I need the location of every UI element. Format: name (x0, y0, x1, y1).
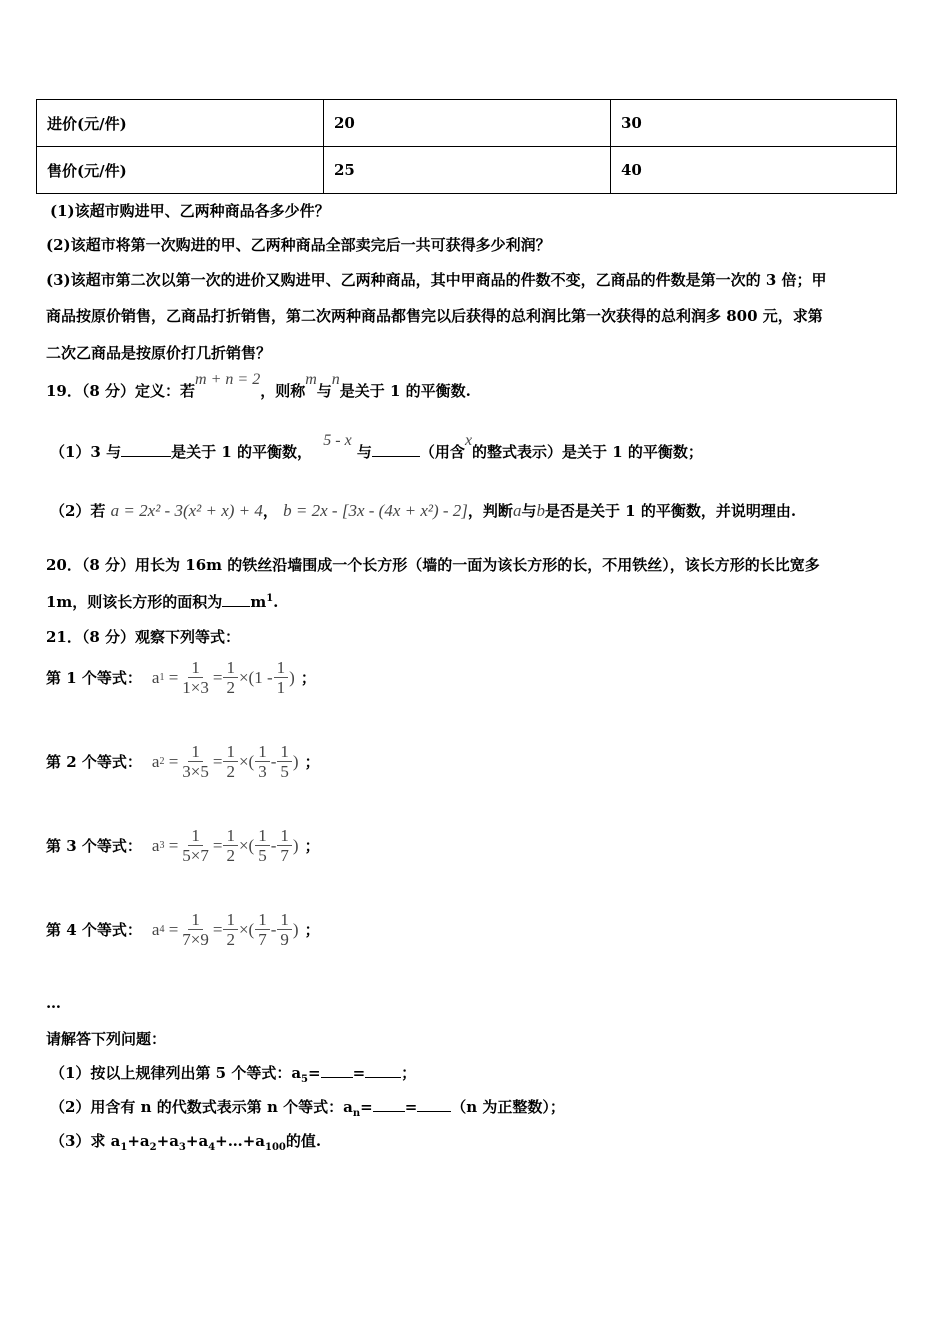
table-row (37, 100, 897, 147)
q18-part2: (2)该超市将第一次购进的甲、乙两种商品全部卖完后一共可获得多少利润？ (46, 236, 551, 254)
q21-part2: （2）用含有 n 的代数式表示第 n 个等式：$a_n= = (n$ 为正整数）； (50, 1098, 565, 1119)
table-cell: 40 (611, 147, 897, 194)
equation-math: a 1 = $\frac{1}{1\times 3}$ = $\frac{1}{2}$ ×( 1 - $\frac{1}{1}$ ) (151, 658, 295, 697)
q21-equation-2 (46, 742, 320, 781)
q19-part2-a: （2）若 (50, 502, 106, 520)
q20-line2-c: . (273, 593, 279, 611)
q21-part3-end: 的值. (285, 1132, 322, 1150)
table-cell-label: 售价(元/件) (37, 147, 324, 194)
table-cell-label: 进价(元/件) (37, 100, 324, 147)
q19-suffix: 是关于 1 的平衡数. (339, 382, 471, 400)
q19-part1-b: 是关于 1 的平衡数， (171, 443, 312, 461)
answer-blank[interactable] (372, 442, 420, 457)
fraction: $\frac{1}{2}$ (223, 742, 238, 781)
fraction: $\frac{1}{2}$ (223, 826, 238, 865)
q21-part1-end: ； (401, 1064, 417, 1082)
fraction: $\frac{1}{5}$ (277, 742, 292, 781)
q20-line1: 20．（8 分）用长为 16m 的铁丝沿墙围成一个长方形（墙的一面为该长方形的长，不用铁丝），该长方形的长比宽多 (46, 556, 820, 574)
q21-part3-pre: （3）求 a (50, 1132, 121, 1150)
q19-part2-with: 与 (521, 502, 537, 520)
q21-part1-text: （1）按以上规律列出第 5 个等式：a (50, 1064, 302, 1082)
fraction: $\frac{1}{1\times 3}$ (182, 658, 209, 697)
q19-part1-d: （用含 (419, 443, 465, 461)
q19-mid: ，则称 (260, 382, 306, 400)
answer-prompt: 请解答下列问题： (46, 1030, 167, 1048)
fraction: $\frac{1}{7}$ (277, 826, 292, 865)
answer-blank[interactable] (365, 1063, 401, 1078)
q19-part2-var-a: a (512, 501, 522, 520)
q21-part1: （1）按以上规律列出第 5 个等式：$a_5=$ = ； (50, 1064, 417, 1085)
q19-part2 (50, 500, 796, 521)
equation-label: 第 1 个等式： (46, 669, 142, 687)
equation-label: 第 4 个等式： (46, 921, 142, 939)
equation-a: a (151, 751, 160, 771)
answer-blank[interactable] (321, 1063, 353, 1078)
table-cell: 20 (324, 100, 611, 147)
q21-equation-3 (46, 826, 320, 865)
q19-part2-var-b: b (536, 501, 545, 520)
q18-part3-line1: (3)该超市第二次以第一次的进价又购进甲、乙两种商品，其中甲商品的件数不变，乙商品的件数是第一次的 3 倍；甲 (46, 271, 827, 289)
equation-a: a (151, 919, 160, 939)
equation-math: a 3 = $\frac{1}{5\times 7}$ = $\frac{1}{2}$ ×( $\frac{1}{5}$ - $\frac{1}{7}$ ) (151, 826, 299, 865)
q18-part3-line2: 商品按原价销售，乙商品打折销售，第二次两种商品都售完以后获得的总利润比第一次获得的总利润多 800 元，求第 (46, 307, 823, 325)
price-table (36, 99, 897, 194)
fraction: $\frac{1}{5\times 7}$ (182, 826, 209, 865)
q19-part1-x: x (464, 432, 473, 449)
fraction: $\frac{1}{3}$ (255, 742, 270, 781)
fraction: $\frac{1}{1}$ (274, 658, 289, 697)
q19-part1 (50, 432, 703, 462)
q19-part2-expr-b: b = 2x - [3x - (4x + x²) - 2] (283, 501, 468, 520)
q19-part2-expr-a: a = 2x² - 3(x² + x) + 4 (110, 501, 263, 520)
equation-label: 第 3 个等式： (46, 837, 142, 855)
equation-a: a (151, 667, 160, 687)
fraction: $\frac{1}{7\times 9}$ (182, 910, 209, 949)
ellipsis: … (46, 994, 61, 1012)
q20-line2 (46, 591, 278, 612)
fraction: $\frac{1}{7}$ (255, 910, 270, 949)
fraction: $\frac{1}{3\times 5}$ (182, 742, 209, 781)
q18-part1: (1)该超市购进甲、乙两种商品各多少件？ (50, 202, 330, 220)
fraction: $\frac{1}{2}$ (223, 910, 238, 949)
q20-unit-sup: 1 (266, 593, 274, 604)
answer-blank[interactable] (121, 442, 171, 457)
q19-condition-math: m + n = 2 (195, 371, 261, 388)
equation-math: a 2 = $\frac{1}{3\times 5}$ = $\frac{1}{2}$ ×( $\frac{1}{3}$ - $\frac{1}{5}$ ) (151, 742, 299, 781)
q21-intro: 21．（8 分）观察下列等式： (46, 628, 241, 646)
equation-sub: 1 (159, 672, 165, 683)
table-cell: 30 (611, 100, 897, 147)
q19-part2-b: ，判断 (467, 502, 513, 520)
equation-a: a (151, 835, 160, 855)
fraction: $\frac{1}{2}$ (223, 658, 238, 697)
q18-part3-line3: 二次乙商品是按原价打几折销售？ (46, 344, 272, 362)
equation-math: a 4 = $\frac{1}{7\times 9}$ = $\frac{1}{2}$ ×( $\frac{1}{7}$ - $\frac{1}{9}$ ) (151, 910, 299, 949)
q19-part2-comma: ， (262, 502, 278, 520)
q20-line2-a: 1m，则该长方形的面积为 (46, 593, 223, 611)
q19-prefix: 19．（8 分）定义：若 (46, 382, 196, 400)
equation-end: ； (304, 837, 320, 855)
q19-part1-a: （1）3 与 (50, 443, 122, 461)
q20-unit: m (250, 593, 267, 611)
answer-blank[interactable] (373, 1097, 405, 1112)
equation-label: 第 2 个等式： (46, 753, 142, 771)
q19-part1-e: 的整式表示）是关于 1 的平衡数； (472, 443, 703, 461)
q21-part1-sub: 5 (301, 1074, 309, 1085)
q21-part3: （3）求 $a_1+a_2+a_3+a_4+\dots+a_{100}$的值. (50, 1132, 322, 1153)
q21-part2-sub: n (352, 1108, 361, 1119)
q19-var-n: n (331, 371, 340, 388)
equation-end: ； (304, 921, 320, 939)
fraction: $\frac{1}{5}$ (255, 826, 270, 865)
equation-end: ； (300, 669, 316, 687)
q19-part1-expr: 5 - x (323, 432, 352, 449)
answer-blank[interactable] (417, 1097, 451, 1112)
equation-sub: 4 (159, 924, 165, 935)
table-cell: 25 (324, 147, 611, 194)
q21-part2-text: （2）用含有 n 的代数式表示第 n 个等式：a (50, 1098, 353, 1116)
table-row (37, 147, 897, 194)
q19-part2-c: 是否是关于 1 的平衡数，并说明理由. (544, 502, 797, 520)
q21-equation-1 (46, 658, 316, 697)
fraction: $\frac{1}{9}$ (277, 910, 292, 949)
equation-sub: 3 (159, 840, 165, 851)
equation-sub: 2 (159, 756, 165, 767)
q19-var-m: m (305, 371, 317, 388)
answer-blank[interactable] (222, 592, 250, 607)
q19-definition (46, 371, 471, 401)
q21-equation-4 (46, 910, 320, 949)
q21-part2-end: （n 为正整数）； (451, 1098, 565, 1116)
q19-part1-c: 与 (356, 443, 372, 461)
equation-end: ； (304, 753, 320, 771)
q19-with: 与 (316, 382, 332, 400)
